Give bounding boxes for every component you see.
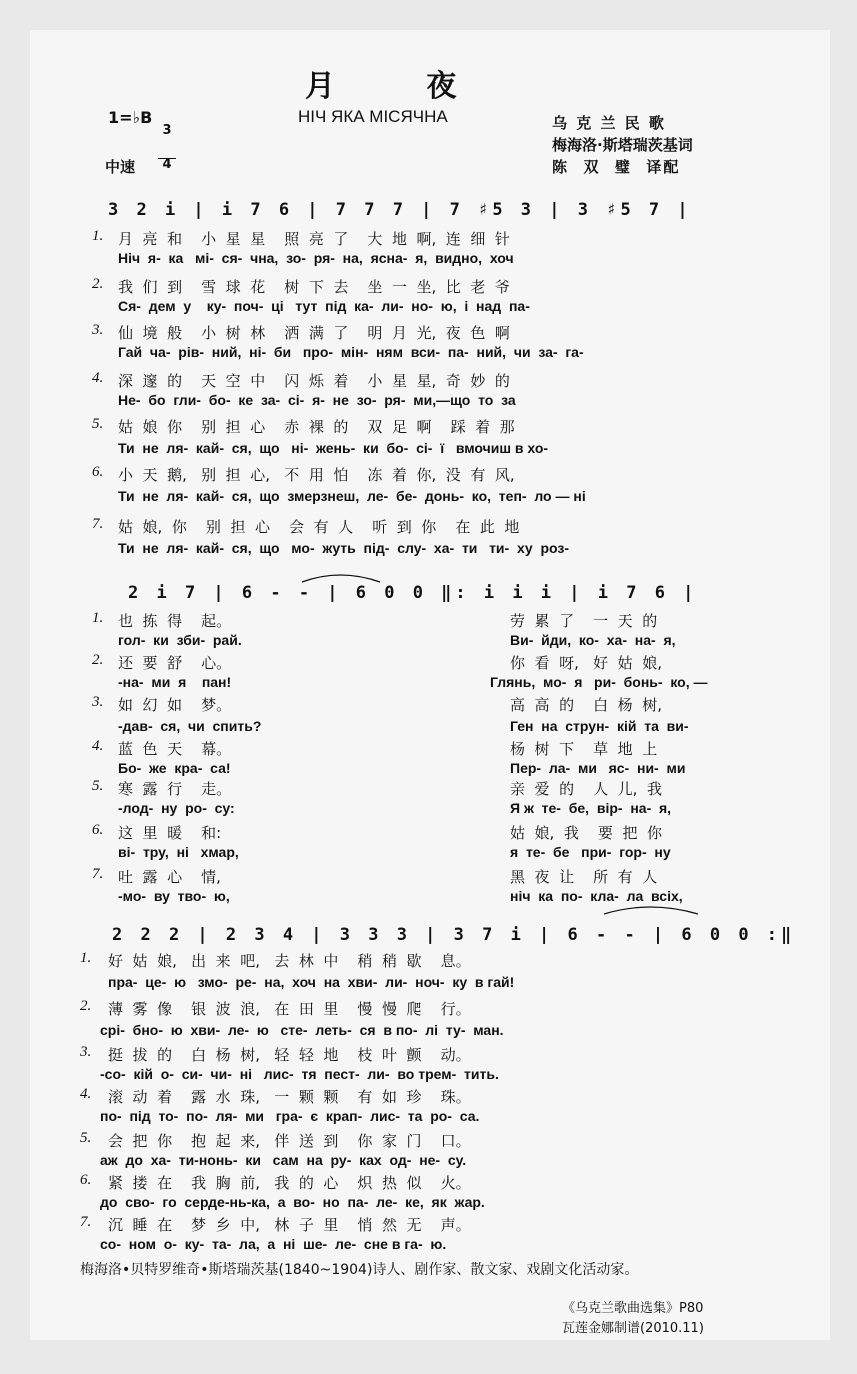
notation-line-1: 3 2 i | i 7 6 | 7 7 7 | 7 ♯5 3 | 3 ♯5 7 |	[108, 200, 692, 220]
verse-chinese: 深 邃 的 天 空 中 闪 烁 着 小 星 星, 奇 妙 的	[118, 372, 510, 390]
time-signature-bottom: 4	[158, 158, 176, 170]
verse-ukrainian-cont: Ген на струн- кій та ви-	[510, 718, 689, 734]
verse-chinese: 薄 雾 像 银 波 浪, 在 田 里 慢 慢 爬 行。	[108, 1000, 471, 1018]
verse-chinese: 也 拣 得 起。	[118, 612, 232, 630]
verse-number: 5.	[80, 1130, 92, 1146]
verse-ukrainian: по- під то- по- ля- ми гра- є крап- лис- та ро- са.	[100, 1108, 480, 1124]
verse-ukrainian: до сво- го серде-нь-ка, а во- но па- ле- ке, як жар.	[100, 1194, 485, 1210]
verse-ukrainian: -дав- ся, чи спить?	[118, 718, 262, 734]
tempo-marking: 中速	[105, 158, 136, 176]
verse-ukrainian: -лод- ну ро- су:	[118, 800, 235, 816]
title-ukrainian: НІЧ ЯКА МІСЯЧНА	[298, 107, 448, 126]
verse-chinese-cont: 亲 爱 的 人 儿, 我	[510, 780, 662, 798]
credit-lyricist: 梅海洛·斯塔瑞茨基词	[552, 136, 693, 154]
verse-number: 5.	[92, 778, 104, 794]
verse-ukrainian: -со- кій о- си- чи- ні лис- тя пест- ли- во трем- тить.	[100, 1066, 499, 1082]
source-reference: 《乌克兰歌曲选集》P80	[562, 1301, 704, 1316]
time-signature-top: 3	[162, 123, 172, 138]
verse-number: 2.	[92, 652, 104, 668]
verse-chinese-cont: 你 看 呀, 好 姑 娘,	[510, 654, 662, 672]
verse-chinese-cont: 姑 娘, 我 要 把 你	[510, 824, 662, 842]
verse-number: 3.	[92, 694, 104, 710]
verse-ukrainian: аж до ха- ти-нонь- ки сам на ру- ках од- не- су.	[100, 1152, 467, 1168]
title-chinese: 月 夜	[305, 69, 457, 104]
verse-ukrainian: Гай ча- рів- ний, ні- би про- мін- ням вси- па- ний, чи за- га-	[118, 344, 584, 360]
verse-ukrainian: гол- ки зби- рай.	[118, 632, 242, 648]
notation-line-2: 2 i 7 | 6 - - | 6 0 0 ‖: i i i | i 7 6 |	[128, 583, 698, 603]
verse-number: 6.	[80, 1172, 92, 1188]
notation-line-3: 2 2 2 | 2 3 4 | 3 3 3 | 3 7 i | 6 - - | 6 0 0 :‖	[112, 925, 796, 945]
verse-chinese: 蓝 色 天 幕。	[118, 740, 232, 758]
verse-number: 7.	[92, 866, 104, 882]
verse-ukrainian: Ніч я- ка мі- ся- чна, зо- ря- на, ясна- я, видно, хоч	[118, 250, 514, 266]
verse-number: 1.	[80, 950, 92, 966]
verse-number: 5.	[92, 416, 104, 432]
verse-ukrainian: Не- бо гли- бо- ке за- сі- я- не зо- ря- ми,—що то за	[118, 392, 516, 408]
verse-ukrainian-cont: Пер- ла- ми яс- ни- ми	[510, 760, 686, 776]
credit-translator: 陈 双 璧 译配	[552, 158, 681, 176]
tie-arc	[604, 907, 698, 914]
verse-ukrainian: Ся- дем у ку- поч- ці тут під ка- ли- но- ю, і над па-	[118, 298, 530, 314]
verse-chinese: 月 亮 和 小 星 星 照 亮 了 大 地 啊, 连 细 针	[118, 230, 510, 248]
tie-arc	[302, 575, 380, 582]
verse-chinese: 会 把 你 抱 起 来, 伴 送 到 你 家 门 口。	[108, 1132, 471, 1150]
verse-ukrainian-cont: ніч ка по- кла- ла всіх,	[510, 888, 683, 904]
verse-number: 3.	[92, 322, 104, 338]
verse-number: 2.	[80, 998, 92, 1014]
verse-number: 4.	[80, 1086, 92, 1102]
verse-chinese: 好 姑 娘, 出 来 吧, 去 林 中 稍 稍 歇 息。	[108, 952, 471, 970]
verse-chinese-cont: 黑 夜 让 所 有 人	[510, 868, 658, 886]
verse-chinese: 这 里 暖 和:	[118, 824, 222, 842]
verse-ukrainian: Ти не ля- кай- ся, що мо- жуть під- слу- ха- ти ти- ху роз-	[118, 540, 570, 556]
verse-chinese: 吐 露 心 情,	[118, 868, 221, 886]
verse-number: 2.	[92, 276, 104, 292]
verse-ukrainian-cont: я те- бе при- гор- ну	[510, 844, 671, 860]
verse-chinese: 还 要 舒 心。	[118, 654, 232, 672]
verse-number: 6.	[92, 464, 104, 480]
footnote-author: 梅海洛•贝特罗维奇•斯塔瑞茨基(1840~1904)诗人、剧作家、散文家、戏剧文化活动家。	[80, 1262, 639, 1278]
transcriber-credit: 瓦莲金娜制谱(2010.11)	[562, 1321, 704, 1336]
verse-number: 7.	[80, 1214, 92, 1230]
verse-ukrainian: ві- тру, ні хмар,	[118, 844, 239, 860]
verse-chinese: 我 们 到 雪 球 花 树 下 去 坐 一 坐, 比 老 爷	[118, 278, 510, 296]
verse-chinese: 小 天 鹅, 别 担 心, 不 用 怕 冻 着 你, 没 有 风,	[118, 466, 515, 484]
verse-chinese: 滚 动 着 露 水 珠, 一 颗 颗 有 如 珍 珠。	[108, 1088, 471, 1106]
verse-chinese: 沉 睡 在 梦 乡 中, 林 子 里 悄 然 无 声。	[108, 1216, 471, 1234]
verse-chinese-cont: 杨 树 下 草 地 上	[510, 740, 658, 758]
verse-chinese: 如 幻 如 梦。	[118, 696, 232, 714]
verse-chinese-cont: 高 高 的 白 杨 树,	[510, 696, 662, 714]
verse-number: 6.	[92, 822, 104, 838]
verse-ukrainian-cont: Глянь, мо- я ри- бонь- ко, —	[490, 674, 708, 690]
credit-origin: 乌 克 兰 民 歌	[552, 114, 666, 132]
verse-chinese: 挺 拔 的 白 杨 树, 轻 轻 地 枝 叶 颤 动。	[108, 1046, 471, 1064]
verse-ukrainian: со- ном о- ку- та- ла, а ні ше- ле- сне в га- ю.	[100, 1236, 447, 1252]
verse-ukrainian: Ти не ля- кай- ся, що ні- жень- ки бо- сі- ї вмочиш в хо-	[118, 440, 549, 456]
verse-chinese: 寒 露 行 走。	[118, 780, 232, 798]
verse-ukrainian: срі- бно- ю хви- ле- ю сте- леть- ся в по- лі ту- ман.	[100, 1022, 504, 1038]
verse-ukrainian: -мо- ву тво- ю,	[118, 888, 230, 904]
verse-chinese: 姑 娘 你 别 担 心 赤 裸 的 双 足 啊 踩 着 那	[118, 418, 515, 436]
verse-chinese: 仙 境 般 小 树 林 洒 满 了 明 月 光, 夜 色 啊	[118, 324, 510, 342]
verse-ukrainian-cont: Ви- йди, ко- ха- на- я,	[510, 632, 676, 648]
verse-number: 4.	[92, 370, 104, 386]
verse-ukrainian-cont: Я ж те- бе, вір- на- я,	[510, 800, 672, 816]
verse-number: 4.	[92, 738, 104, 754]
verse-number: 1.	[92, 610, 104, 626]
verse-number: 3.	[80, 1044, 92, 1060]
verse-chinese-cont: 劳 累 了 一 天 的	[510, 612, 658, 630]
verse-ukrainian: -на- ми я пан!	[118, 674, 232, 690]
verse-ukrainian: Ти не ля- кай- ся, що змерзнеш, ле- бе- донь- ко, теп- ло — ні	[118, 488, 586, 504]
verse-ukrainian: Бо- же кра- са!	[118, 760, 231, 776]
verse-number: 1.	[92, 228, 104, 244]
key-signature: 1=♭B	[108, 108, 153, 127]
verse-ukrainian: пра- це- ю змо- ре- на, хоч на хви- ли- ноч- ку в гай!	[108, 974, 515, 990]
verse-chinese: 紧 搂 在 我 胸 前, 我 的 心 炽 热 似 火。	[108, 1174, 471, 1192]
verse-chinese: 姑 娘, 你 别 担 心 会 有 人 听 到 你 在 此 地	[118, 518, 520, 536]
verse-number: 7.	[92, 516, 104, 532]
